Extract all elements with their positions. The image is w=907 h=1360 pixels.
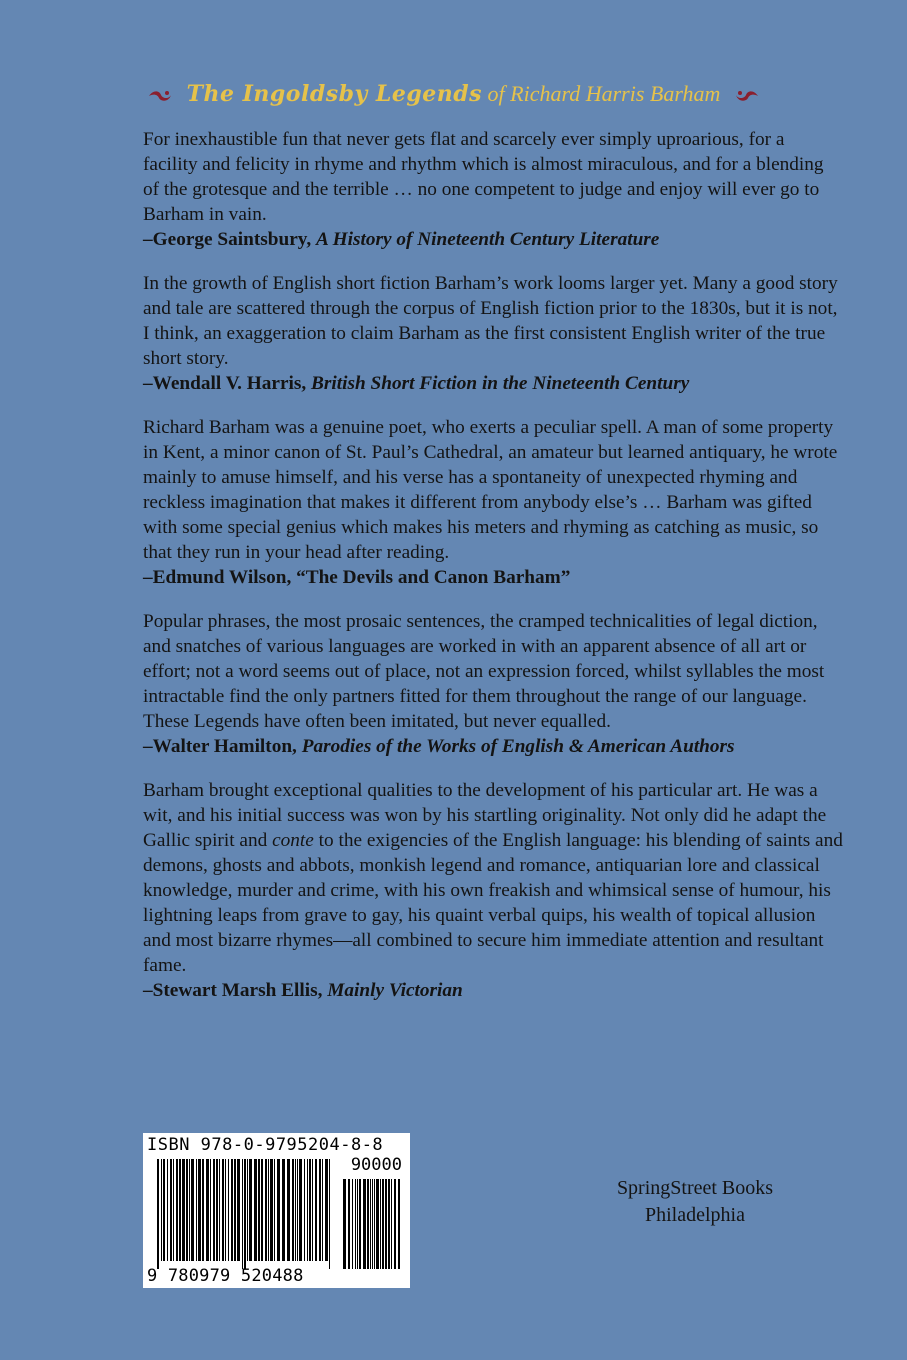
barcode-bar [206,1159,209,1261]
barcode-addon-digits: 90000 [350,1155,402,1175]
blurb-attribution [143,978,843,1003]
barcode-bar [242,1159,243,1269]
isbn-barcode [143,1133,410,1288]
barcode-digits: 9 780979 520488 [147,1266,304,1286]
attribution-work: Parodies of the Works of English & American Authors [301,736,735,757]
barcode-addon-bar [348,1179,350,1269]
barcode-bar [216,1159,218,1261]
barcode-bar [157,1159,159,1269]
right-fleuron-icon [734,89,760,103]
barcode-bar [225,1159,226,1261]
barcode-addon-bar [385,1179,387,1269]
barcode-addon-bar [394,1179,396,1269]
barcode-bar [173,1159,174,1261]
barcode-bar [231,1159,233,1261]
barcode-bar [182,1159,185,1261]
publisher-imprint [580,1175,810,1229]
blurb-attribution [143,227,843,252]
barcode-bar [234,1159,236,1261]
barcode-bar [274,1159,275,1261]
attribution-author: –Walter Hamilton, [143,736,302,757]
barcode-bar [312,1159,313,1261]
barcode-bar [202,1159,204,1261]
blurb-text [143,778,843,978]
attribution-author: –Edmund Wilson, “The Devils and Canon Barham” [143,567,571,588]
barcode-bar [167,1159,168,1261]
barcode-addon-bar [367,1179,369,1269]
blurb-text: Richard Barham was a genuine poet, who exerts a peculiar spell. A man of some property in Kent, a minor canon of St. Paul’s Cathedral, an amateur but learned antiquary, he wrote mainly to amuse himself, and his verse has a spontaneity of unexpected rhyming and reckless imagination that makes it different from anybody else’s … Barham was gifted with some special genius which makes his meters and rhyming as catching as music, so that they run in your head after reading. [143,417,838,563]
barcode-bar [277,1159,280,1261]
barcode-bar [191,1159,194,1261]
barcode-addon-bar [359,1179,361,1269]
barcode-bar [258,1159,260,1261]
barcode-bar [307,1159,308,1261]
barcode-bar [268,1159,269,1261]
barcode-addon-bar [372,1179,373,1269]
attribution-author: –Stewart Marsh Ellis, [143,980,328,1001]
attribution-author: –Wendall V. Harris, [143,373,312,394]
blurb-wilson [143,415,843,590]
barcode-bar [170,1159,172,1261]
attribution-author: –George Saintsbury, [143,229,317,250]
barcode-addon-bar [355,1179,356,1269]
blurb-attribution [143,565,843,590]
left-fleuron-icon [147,89,173,103]
title-author: Richard Harris Barham [510,81,721,106]
barcode-addon-bar [357,1179,358,1269]
blurb-harris [143,271,843,396]
barcode-bar [161,1159,162,1261]
blurb-attribution [143,371,843,396]
barcode-bars [143,1133,410,1288]
barcode-addon-bar [370,1179,371,1269]
barcode-bar [282,1159,285,1261]
barcode-bar [249,1159,252,1261]
barcode-addon-bar [343,1179,346,1269]
barcode-addon-bar [376,1179,379,1269]
barcode-bar [163,1159,165,1261]
title-of: of [487,81,505,106]
attribution-work: Mainly Victorian [327,980,463,1001]
publisher-name: SpringStreet Books [616,1177,774,1199]
barcode-bar [189,1159,190,1261]
barcode-addon-bar [388,1179,390,1269]
barcode-addon-bar [374,1179,375,1269]
isbn-label: ISBN 978-0-9795204-8-8 [147,1135,384,1155]
barcode-addon-bar [363,1179,366,1269]
barcode-bar [304,1159,305,1261]
barcode-addon-bar [352,1179,353,1269]
blurb-text: Popular phrases, the most prosaic sentences, the cramped technicalities of legal diction, and snatches of various languages are worked in with an apparent absence of all art or effort; not a word seems out of place, not an expression forced, whilst syllables the most intractable find the only partners fitted for them throughout the range of our language. These Legends have often been imitated, but never equalled. [143,611,825,732]
blurb-hamilton [143,609,843,759]
barcode-bar [297,1159,298,1261]
barcode-bar [219,1159,220,1261]
title-blackletter: The Ingoldsby Legends [186,81,483,107]
barcode-bar [210,1159,211,1261]
blurb-text: For inexhaustible fun that never gets flat and scarcely ever simply uproarious, for a facility and felicity in rhyme and rhythm which is almost miraculous, and for a blending of the grotesque and the terrible … no one competent to judge and enjoy will ever go to Barham in vain. [143,129,824,225]
blurbs [143,127,843,1022]
barcode-bar [292,1159,294,1261]
barcode-bar [287,1159,290,1261]
barcode-bar [322,1159,323,1261]
barcode-addon-bar [380,1179,381,1269]
barcode-addon-bar [382,1179,384,1269]
barcode-bar [247,1159,248,1261]
barcode-bar [196,1159,197,1261]
barcode-bar [295,1159,296,1261]
barcode-bar [325,1159,328,1261]
barcode-bar [315,1159,317,1261]
blurb-text: In the growth of English short fiction Barham’s work looms larger yet. Many a good story and tale are scattered through the corpus of English fiction prior to the 1830s, but it is not, I think, an exaggeration to claim Barham as the first consistent English writer of the true short story. [143,273,838,369]
blurb-ellis [143,778,843,1003]
barcode-bar [222,1159,224,1261]
barcode-bar [319,1159,321,1261]
barcode-addon-bar [391,1179,392,1269]
blurb-text-part: Barham brought exceptional qualities to the development of his particular art. He was a wit, and his initial success was won by his startling originality. Not only did he adapt the Gallic spirit and [143,780,827,851]
barcode-addon-bar [398,1179,400,1269]
barcode-bar [213,1159,215,1261]
attribution-work: British Short Fiction in the Nineteenth Century [311,373,690,394]
barcode-bar [179,1159,181,1261]
barcode-bar [198,1159,201,1261]
barcode-bar [228,1159,229,1261]
barcode-bar [186,1159,188,1261]
barcode-bar [244,1159,246,1269]
blurb-text-italic: conte [272,830,314,851]
barcode-bar [265,1159,267,1261]
barcode-bar [299,1159,302,1261]
barcode-bar [270,1159,273,1261]
cover-series-title [0,78,907,110]
blurb-attribution [143,734,843,759]
blurb-saintsbury [143,127,843,252]
publisher-city: Philadelphia [645,1204,745,1226]
barcode-bar [261,1159,263,1261]
barcode-bar [237,1159,240,1261]
blurb-text-part: to the exigencies of the English language: his blending of saints and demons, ghosts and abbots, monkish legend and romance, antiquarian lore and classical knowledge, murder and crime, with his own freakish and whimsical sense of humour, his lightning leaps from grave to gay, his quaint verbal quips, his wealth of topical allusion and most bizarre rhymes—all combined to secure him immediate attention and resultant fame. [143,830,843,976]
attribution-work: A History of Nineteenth Century Literature [316,229,660,250]
barcode-bar [176,1159,178,1261]
barcode-bar [329,1159,330,1269]
barcode-bar [309,1159,311,1261]
barcode-bar [254,1159,257,1261]
